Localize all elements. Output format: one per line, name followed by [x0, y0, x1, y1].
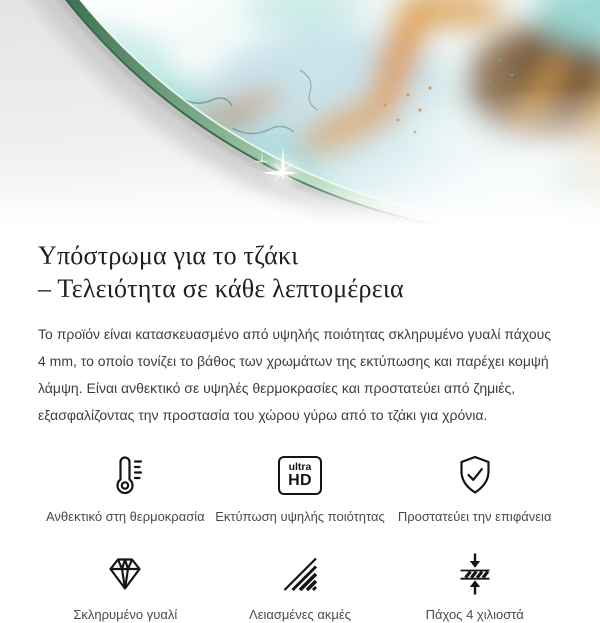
- feature-label: Λειασμένες ακμές: [249, 607, 351, 623]
- feature-temperature-resistant: [38, 452, 213, 525]
- feature-label: Πάχος 4 χιλιοστά: [425, 607, 524, 623]
- page-title: [38, 239, 562, 306]
- page-title-line2: – Τελειότητα σε κάθε λεπτομέρεια: [38, 274, 404, 304]
- shield-check-icon: [451, 452, 499, 500]
- product-info-section: [0, 239, 600, 623]
- feature-polished-edges: [213, 550, 388, 623]
- page-title-line1: Υπόστρωμα για το τζάκι: [38, 241, 299, 270]
- ultra-hd-icon-text-bottom: HD: [288, 472, 312, 490]
- feature-thickness-4mm: [387, 550, 562, 623]
- hero-product-image: [0, 0, 600, 228]
- feature-label: Εκτύπωση υψηλής ποιότητας: [215, 508, 385, 524]
- feature-label: Προστατεύει την επιφάνεια: [397, 508, 552, 524]
- feature-label: Σκληρυμένο γυαλί: [73, 607, 178, 623]
- feature-protects-surface: [387, 452, 562, 525]
- feature-high-quality-print: [213, 452, 388, 525]
- thermometer-icon: [101, 452, 149, 500]
- ultra-hd-icon-text-top: ultra: [288, 460, 312, 473]
- features-grid: [38, 452, 562, 623]
- polished-edges-icon: [276, 550, 324, 598]
- feature-label: Ανθεκτικό στη θερμοκρασία: [46, 508, 205, 524]
- diamond-icon: [101, 550, 149, 598]
- feature-tempered-glass: [38, 550, 213, 623]
- product-description: Το προϊόν είναι κατασκευασμένο από υψηλής ποιότητας σκληρυμένο γυαλί πάχους 4 mm, το οποίο τονίζει το βάθος των χρωμάτων της εκτύπωσης και παρέχει κομψή λάμψη. Είναι ανθεκτικό σε υψηλές θερμοκρασίες και προστατεύει από ζημιές, εξασφαλίζοντας την προστασία του χώρου γύρω από το τζάκι για χρόνια.: [38, 325, 552, 423]
- thickness-icon: [451, 550, 499, 598]
- ultra-hd-icon: [278, 456, 322, 495]
